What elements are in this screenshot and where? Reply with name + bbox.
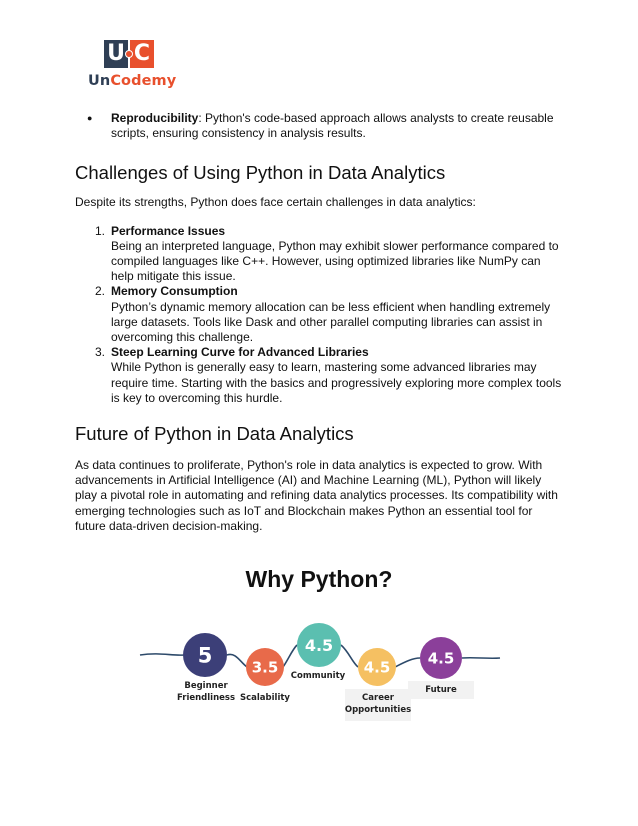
challenges-heading: Challenges of Using Python in Data Analytics	[75, 162, 446, 184]
score-label: Scalability	[240, 693, 290, 703]
document-body	[75, 111, 565, 534]
list-item: 1. Performance Issues Being an interpreted language, Python may exhibit slower performance compared to compiled languages like C++. However, using optimized libraries like NumPy can help mitigate this issue.	[75, 224, 565, 285]
score-label: Opportunities	[344, 705, 412, 715]
future-heading: Future of Python in Data Analytics	[75, 423, 354, 445]
score-label: Future	[425, 685, 457, 695]
infographic-item	[177, 633, 235, 703]
score-value: 4.5	[304, 635, 334, 655]
infographic-item	[408, 637, 474, 699]
logo-dot	[125, 50, 133, 58]
logo-wordmark: UnCodemy	[88, 73, 177, 89]
challenge-title: Steep Learning Curve for Advanced Libraries	[111, 345, 369, 360]
challenge-text: Python’s dynamic memory allocation can be less efficient when handling extremely large datasets. Tools like Dask and other parallel computing libraries can assist in overcoming this challenge.	[111, 299, 551, 345]
logo-u-block: U	[104, 40, 128, 68]
list-item: 3. Steep Learning Curve for Advanced Libraries While Python is generally easy to learn, mastering some advanced libraries may require time. Starting with the basics and progressively exploring more complex tools is key to overcoming this hurdle.	[75, 345, 565, 406]
infographic-item	[240, 648, 290, 703]
challenges-intro: Despite its strengths, Python does face certain challenges in data analytics:	[75, 195, 476, 210]
challenge-text: While Python is generally easy to learn, mastering some advanced libraries may require time. Starting with the basics and progressively exploring more complex tools is key to overcoming this hurdle.	[111, 360, 562, 405]
reproducibility-text: : Python's code-based approach allows analysts to create reusable scripts, ensuring consistency in analysis results.	[111, 111, 554, 141]
score-label: Friendliness	[176, 693, 236, 703]
why-python-title: Why Python?	[245, 566, 393, 592]
challenge-title: Memory Consumption	[111, 284, 238, 299]
logo-c-block: C	[130, 40, 154, 68]
infographic-item	[291, 623, 346, 681]
score-label: Career	[362, 693, 394, 703]
challenge-title: Performance Issues	[111, 223, 226, 238]
score-value: 5	[197, 643, 213, 668]
why-python-infographic	[0, 600, 638, 740]
infographic-item	[345, 648, 411, 721]
uncodemy-logo	[84, 40, 177, 95]
score-label: Beginner	[184, 681, 228, 691]
score-value: 3.5	[251, 658, 279, 677]
score-label: Community	[290, 671, 346, 681]
challenges-list	[75, 224, 565, 406]
reproducibility-title: Reproducibility	[111, 111, 199, 125]
score-value: 4.5	[363, 658, 391, 677]
score-value: 4.5	[427, 649, 455, 668]
list-item: 2. Memory Consumption Python’s dynamic memory allocation can be less efficient when handling extremely large datasets. Tools like Dask and other parallel computing libraries can assist in overcoming this challenge.	[75, 284, 565, 345]
future-paragraph: As data continues to proliferate, Python's role in data analytics is expected to grow. With advancements in Artificial Intelligence (AI) and Machine Learning (ML), Python will likely play a pivotal role in automating and refining data analytics processes. Its compatibility with emerging technologies such as IoT and Blockchain makes Python an essential tool for future data-driven decision-making.	[75, 458, 558, 533]
reproducibility-bullet	[75, 111, 565, 141]
challenge-text: Being an interpreted language, Python may exhibit slower performance compared to compiled languages like C++. However, using optimized libraries like NumPy can help mitigate this issue.	[111, 238, 559, 284]
